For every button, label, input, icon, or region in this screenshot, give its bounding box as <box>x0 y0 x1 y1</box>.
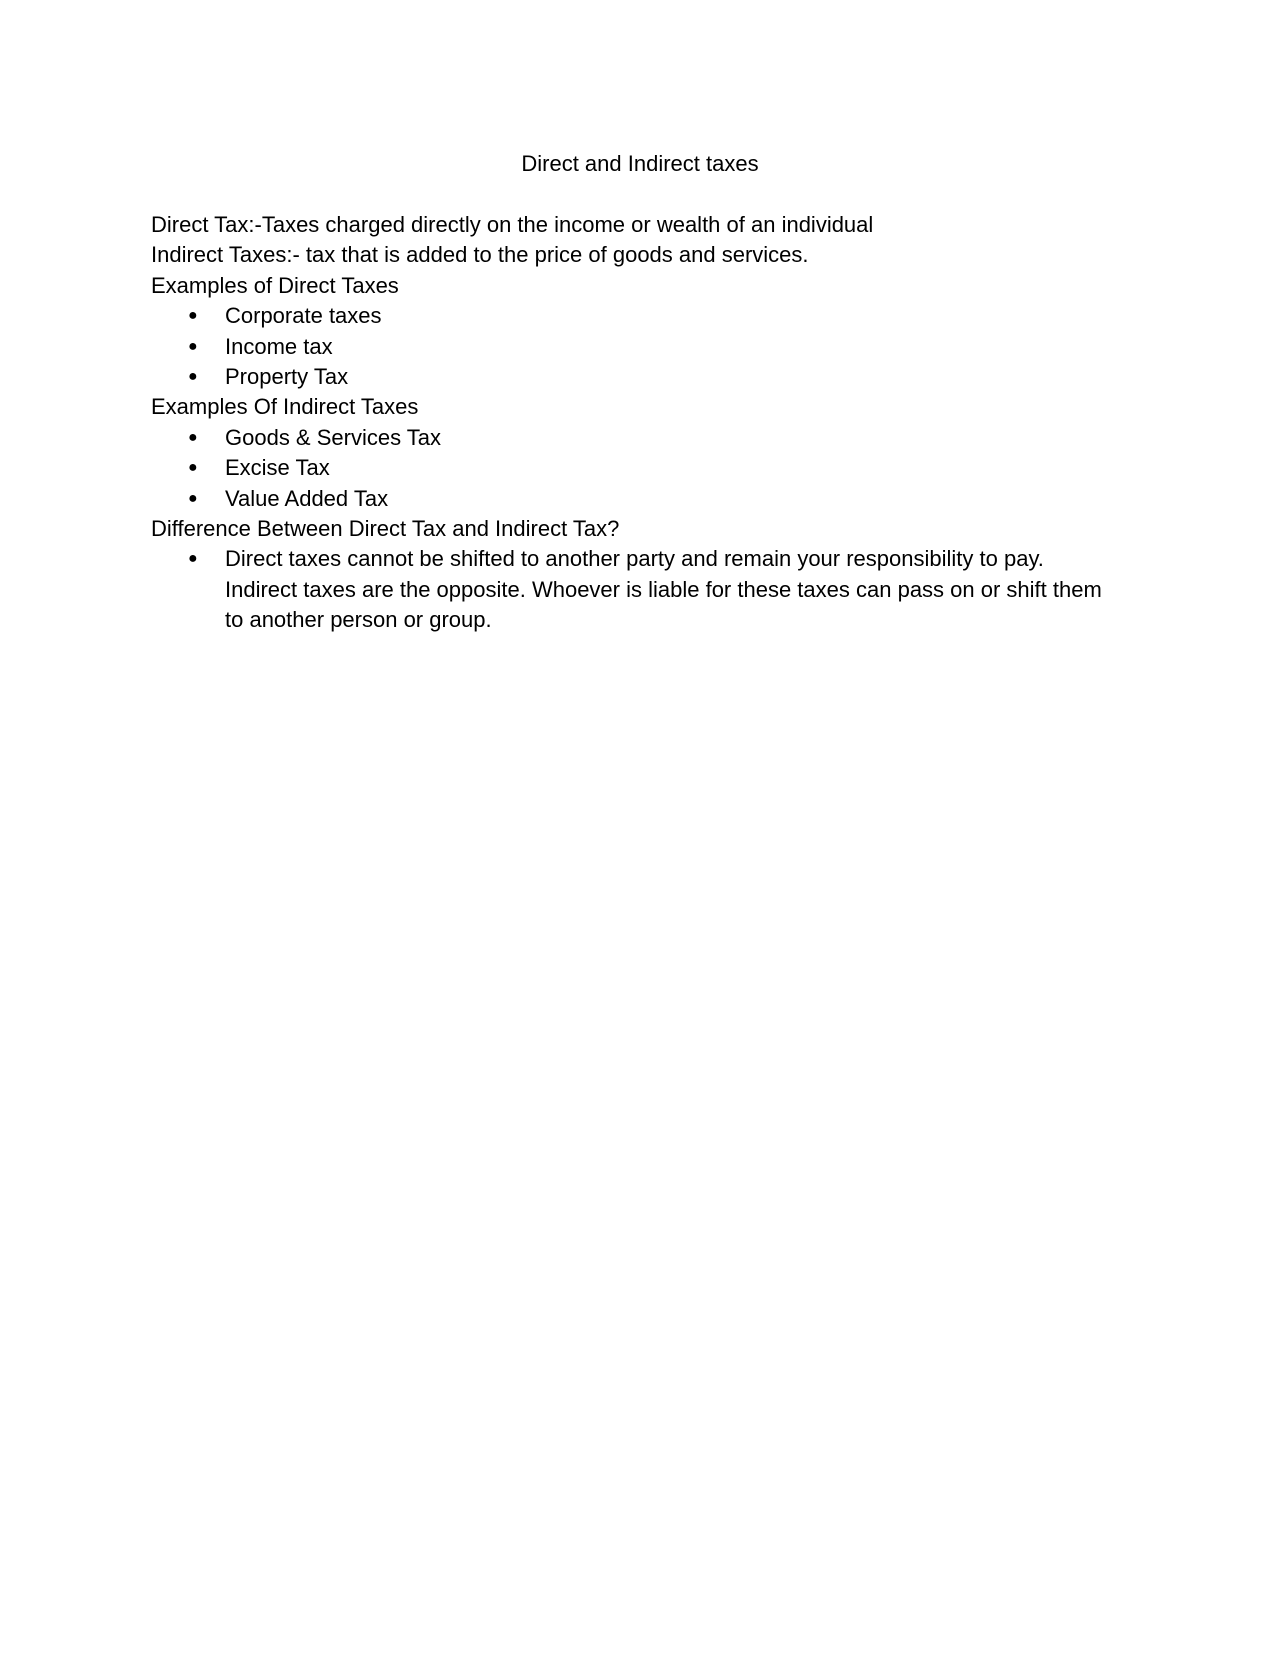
list-item <box>151 423 1101 453</box>
list-item <box>151 301 1101 331</box>
list-item <box>151 453 1101 483</box>
document-title: Direct and Indirect taxes <box>521 151 759 176</box>
list-item <box>151 362 1101 392</box>
indirect-examples-list <box>151 423 1101 514</box>
list-item-text: Income tax <box>225 333 333 359</box>
direct-tax-definition: Direct Tax:-Taxes charged directly on the income or wealth of an individual <box>151 212 874 237</box>
bullet-icon: ● <box>188 459 198 477</box>
indirect-tax-definition: Indirect Taxes:- tax that is added to the price of goods and services. <box>151 242 809 268</box>
list-item-text: Goods & Services Tax <box>225 424 442 450</box>
list-item <box>151 544 1101 635</box>
list-item-text: Property Tax <box>225 364 349 390</box>
difference-list <box>151 544 1101 635</box>
direct-examples-list <box>151 301 1101 392</box>
bullet-icon: ● <box>188 489 198 507</box>
difference-point-text: Direct taxes cannot be shifted to another party and remain your responsibility to pay. Indirect taxes are the opposite. Whoever is liable for these taxes can pass on or shift them to another person or group. <box>225 546 1102 633</box>
difference-heading: Difference Between Direct Tax and Indirect Tax? <box>151 516 620 542</box>
indirect-examples-heading: Examples Of Indirect Taxes <box>151 394 419 420</box>
bullet-icon: ● <box>188 428 198 446</box>
list-item <box>151 484 1101 514</box>
list-item-text: Value Added Tax <box>225 485 389 511</box>
list-item <box>151 332 1101 362</box>
list-item-text: Excise Tax <box>225 455 330 481</box>
bullet-icon: ● <box>188 368 198 386</box>
bullet-icon: ● <box>188 550 198 568</box>
bullet-icon: ● <box>188 337 198 355</box>
list-item-text: Corporate taxes <box>225 303 382 329</box>
document-body <box>151 210 1101 636</box>
direct-examples-heading: Examples of Direct Taxes <box>151 272 399 298</box>
bullet-icon: ● <box>188 307 198 325</box>
